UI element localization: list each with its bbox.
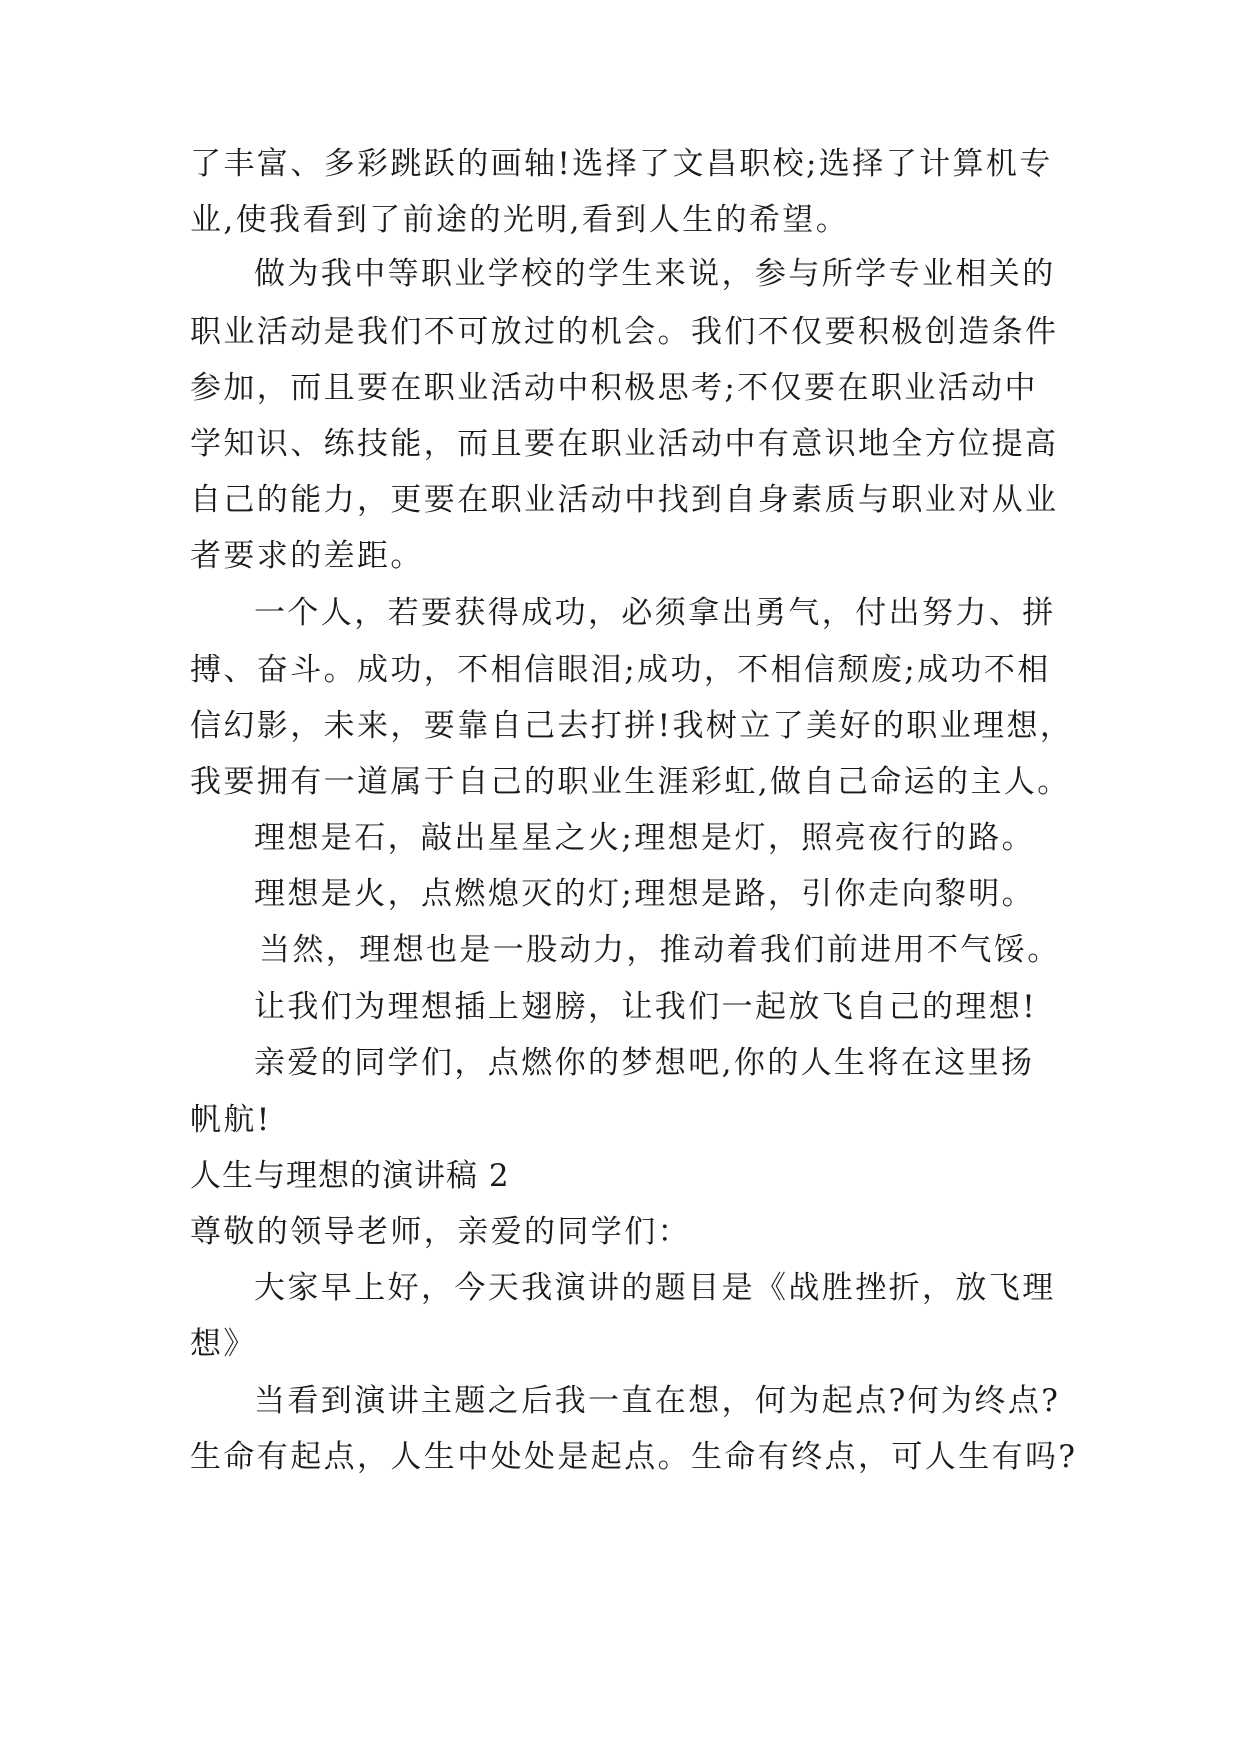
text-line: 大家早上好，今天我演讲的题目是《战胜挫折，放飞理: [254, 1270, 1056, 1306]
text-line: 一个人，若要获得成功，必须拿出勇气，付出努力、拼: [254, 595, 1056, 631]
text-line: 参加，而且要在职业活动中积极思考;不仅要在职业活动中: [190, 370, 1038, 406]
text-line: 者要求的差距。: [190, 538, 424, 574]
text-line: 做为我中等职业学校的学生来说，参与所学专业相关的: [254, 256, 1056, 292]
text-line: 理想是石，敲出星星之火;理想是灯，照亮夜行的路。: [254, 820, 1036, 856]
text-line: 信幻影，未来，要靠自己去打拼!我树立了美好的职业理想，: [190, 708, 1074, 744]
text-line: 想》: [190, 1326, 257, 1362]
text-line: 搏、奋斗。成功，不相信眼泪;成功，不相信颓废;成功不相: [190, 652, 1051, 688]
text-line: 帆航!: [190, 1102, 272, 1138]
text-line: 当然，理想也是一股动力，推动着我们前进用不气馁。: [259, 932, 1061, 968]
text-line: 业,使我看到了前途的光明,看到人生的希望。: [190, 202, 850, 238]
text-line: 当看到演讲主题之后我一直在想，何为起点?何为终点?: [254, 1383, 1061, 1419]
text-line: 自己的能力，更要在职业活动中找到自身素质与职业对从业: [190, 482, 1059, 518]
text-line: 学知识、练技能，而且要在职业活动中有意识地全方位提高: [190, 426, 1059, 462]
text-line: 生命有起点，人生中处处是起点。生命有终点，可人生有吗?: [190, 1439, 1078, 1475]
text-line: 我要拥有一道属于自己的职业生涯彩虹,做自己命运的主人。: [190, 764, 1071, 800]
text-line: 了丰富、多彩跳跃的画轴!选择了文昌职校;选择了计算机专: [190, 146, 1053, 182]
salutation: 尊敬的领导老师，亲爱的同学们：: [190, 1214, 691, 1250]
text-line: 理想是火，点燃熄灭的灯;理想是路，引你走向黎明。: [254, 876, 1036, 912]
text-line: 让我们为理想插上翅膀，让我们一起放飞自己的理想!: [254, 989, 1038, 1025]
text-line: 亲爱的同学们，点燃你的梦想吧,你的人生将在这里扬: [254, 1045, 1035, 1081]
text-line: 职业活动是我们不可放过的机会。我们不仅要积极创造条件: [190, 314, 1059, 350]
section-heading: 人生与理想的演讲稿 2: [190, 1158, 510, 1194]
